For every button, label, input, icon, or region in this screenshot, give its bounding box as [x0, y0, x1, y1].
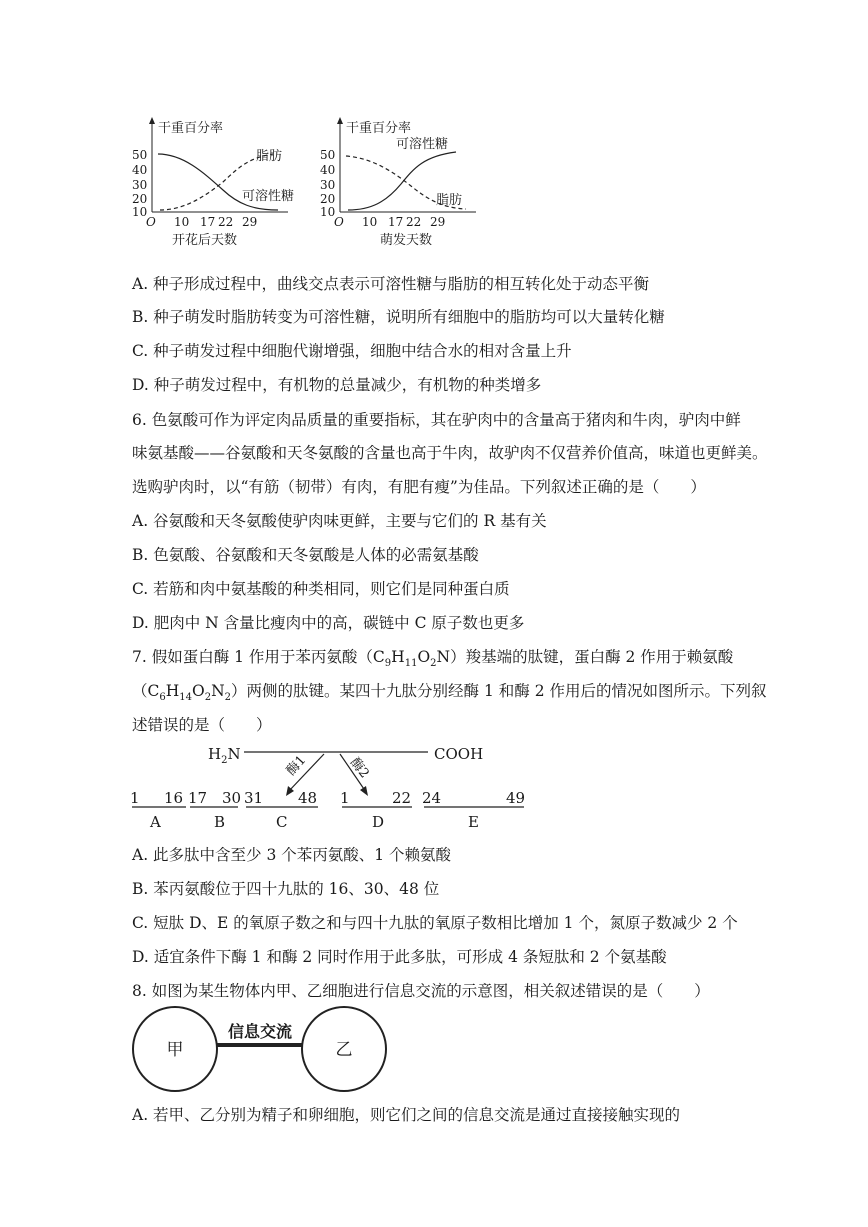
y-tick: 50: [132, 148, 148, 162]
q6-option-c: C. 若筋和肉中氨基酸的种类相同，则它们是同种蛋白质: [132, 580, 510, 598]
y-tick: 40: [132, 163, 148, 177]
fragment-number: 24: [422, 789, 442, 807]
y-tick: 10: [132, 205, 148, 219]
q5-option-c: C. 种子萌发过程中细胞代谢增强，细胞中结合水的相对含量上升: [132, 342, 572, 360]
x-tick: 22: [218, 215, 234, 229]
origin-label: O: [146, 215, 156, 229]
cell-communication-diagram: [128, 1005, 398, 1095]
c-terminus-label: COOH: [434, 745, 484, 763]
fragment-number: 1: [130, 789, 140, 807]
y-axis-label: 干重百分率: [158, 121, 224, 136]
y-tick: 30: [132, 178, 148, 192]
y-tick: 50: [320, 148, 336, 162]
enzyme2-label: 酶2: [346, 755, 372, 782]
q7-stem-line3: 述错误的是（ ）: [132, 716, 272, 734]
q7-option-b: B. 苯丙氨酸位于四十九肽的 16、30、48 位: [132, 880, 440, 898]
cell-yi-label: 乙: [335, 1040, 353, 1060]
y-tick: 20: [132, 192, 148, 206]
peptide-diagram: [128, 740, 548, 835]
q7-stem-line1: 7. 假如蛋白酶 1 作用于苯丙氨酸$(C_9H_{11}O_2N)$羧基端的肽键，蛋白酶 2 作用于赖氨酸: [132, 648, 734, 670]
x-tick: 29: [242, 215, 258, 229]
x-tick: 10: [174, 215, 190, 229]
x-tick: 17: [200, 215, 216, 229]
q5-option-d: D. 种子萌发过程中，有机物的总量减少，有机物的种类增多: [132, 376, 542, 394]
fragment-number: 17: [188, 789, 208, 807]
q8-option-a: A. 若甲、乙分别为精子和卵细胞，则它们之间的信息交流是通过直接接触实现的: [132, 1106, 681, 1124]
sugar-label: 可溶性糖: [242, 189, 295, 204]
fragment-label-b: B: [214, 813, 226, 831]
fat-label: 脂肪: [436, 193, 463, 208]
x-axis-label: 萌发天数: [380, 233, 433, 248]
q6-stem-line2: 味氨基酸——谷氨酸和天冬氨酸的含量也高于牛肉，故驴肉不仅营养价值高，味道也更鲜美。: [132, 444, 768, 462]
q5-option-a: A. 种子形成过程中，曲线交点表示可溶性糖与脂肪的相互转化处于动态平衡: [132, 275, 650, 293]
x-tick: 29: [430, 215, 446, 229]
q6-stem-line3: 选购驴肉时，以“有筋（韧带）有肉，有肥有瘦”为佳品。下列叙述正确的是（ ）: [132, 478, 706, 496]
fat-label: 脂肪: [256, 149, 283, 164]
q5-option-b: B. 种子萌发时脂肪转变为可溶性糖，说明所有细胞中的脂肪均可以大量转化糖: [132, 308, 665, 326]
q7-option-a: A. 此多肽中含至少 3 个苯丙氨酸、1 个赖氨酸: [132, 846, 452, 864]
q8-stem: 8. 如图为某生物体内甲、乙细胞进行信息交流的示意图，相关叙述错误的是（ ）: [132, 982, 710, 1000]
fragment-label-c: C: [276, 813, 288, 831]
fragment-number: 48: [298, 789, 318, 807]
q7-option-c: C. 短肽 D、E 的氧原子数之和与四十九肽的氧原子数相比增加 1 个，氮原子数减少 2 个: [132, 914, 738, 932]
fragment-label-d: D: [372, 813, 385, 831]
y-tick: 20: [320, 192, 336, 206]
x-axis-label: 开花后天数: [172, 233, 238, 248]
chart-seed-germination: [316, 112, 496, 252]
origin-label: O: [334, 215, 344, 229]
q7-option-d: D. 适宜条件下酶 1 和酶 2 同时作用于此多肽，可形成 4 条短肽和 2 个氨基酸: [132, 948, 667, 966]
x-tick: 22: [406, 215, 422, 229]
fragment-number: 22: [392, 789, 412, 807]
y-tick: 10: [320, 205, 336, 219]
link-label: 信息交流: [227, 1022, 293, 1041]
fragment-number: 31: [244, 789, 264, 807]
q7-stem-line2: $(C_6H_{14}O_2N_2)$两侧的肽键。某四十九肽分别经酶 1 和酶 2 作用后的情况如图所示。下列叙: [132, 682, 767, 704]
n-terminus-label: $H_2N$: [208, 745, 241, 766]
fragment-number: 16: [164, 789, 184, 807]
cell-jia-label: 甲: [166, 1040, 184, 1060]
fragment-label-e: E: [468, 813, 479, 831]
q6-option-a: A. 谷氨酸和天冬氨酸使驴肉味更鲜，主要与它们的 R 基有关: [132, 512, 547, 530]
sugar-label: 可溶性糖: [396, 137, 449, 152]
x-tick: 10: [362, 215, 378, 229]
fragment-label-a: A: [150, 813, 161, 831]
y-axis-label: 干重百分率: [346, 121, 412, 136]
y-tick: 40: [320, 163, 336, 177]
fragment-number: 30: [222, 789, 242, 807]
y-tick: 30: [320, 178, 336, 192]
fragment-number: 49: [506, 789, 526, 807]
q6-option-b: B. 色氨酸、谷氨酸和天冬氨酸是人体的必需氨基酸: [132, 546, 479, 564]
q6-option-d: D. 肥肉中 N 含量比瘦肉中的高，碳链中 C 原子数也更多: [132, 614, 525, 632]
x-tick: 17: [388, 215, 404, 229]
q6-stem-line1: 6. 色氨酸可作为评定肉品质量的重要指标，其在驴肉中的含量高于猪肉和牛肉，驴肉中鲜: [132, 411, 741, 429]
fragment-number: 1: [340, 789, 350, 807]
enzyme1-label: 酶1: [283, 752, 310, 779]
chart-seed-formation: [128, 112, 308, 252]
